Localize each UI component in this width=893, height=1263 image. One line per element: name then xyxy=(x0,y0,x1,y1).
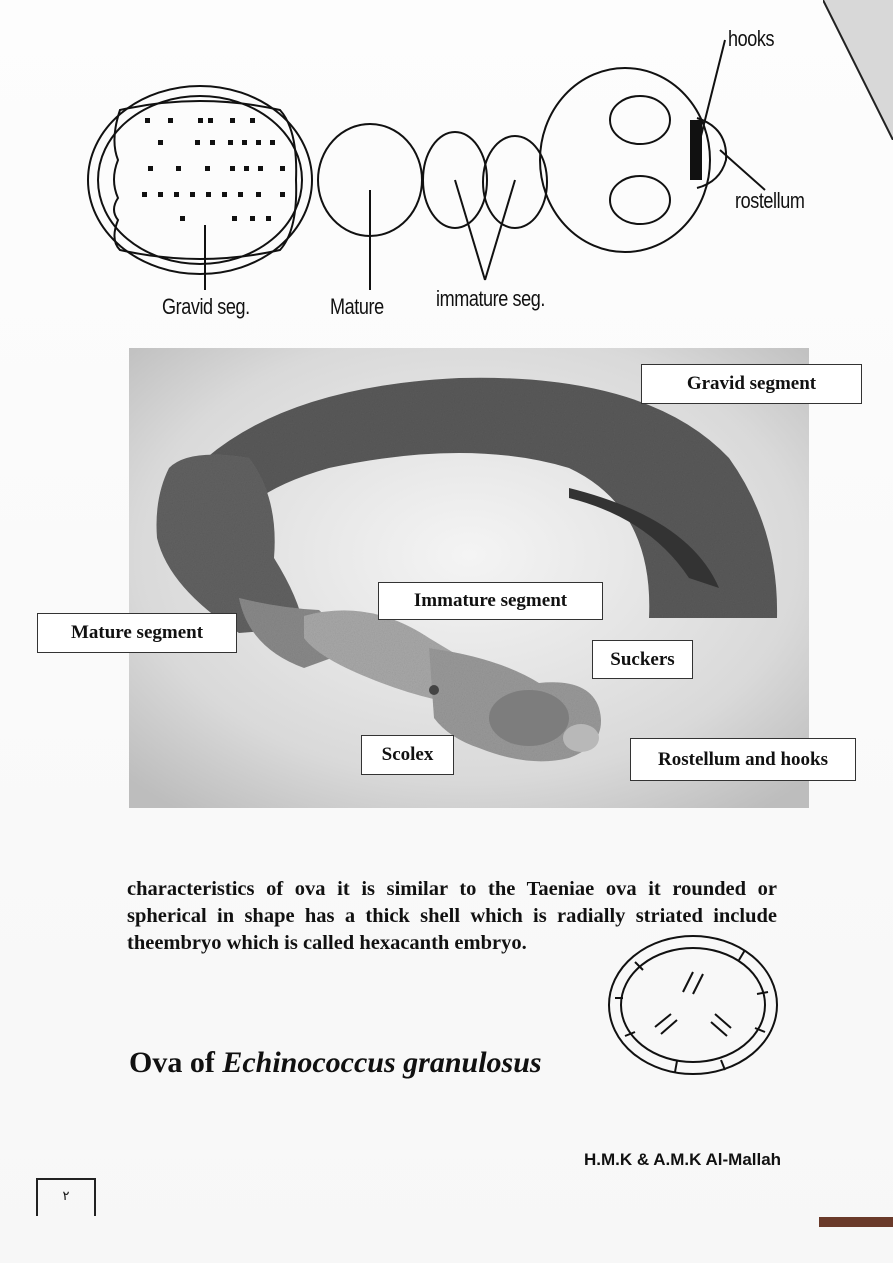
diagram-label-rostellum: rostellum xyxy=(735,188,805,213)
scan-corner-shadow xyxy=(823,0,893,140)
photo-label-gravid-segment: Gravid segment xyxy=(641,364,862,404)
heading-prefix: Ova of xyxy=(129,1046,223,1079)
page-number: ٢ xyxy=(36,1178,96,1216)
diagram-label-mature: Mature xyxy=(330,294,384,319)
ova-description: characteristics of ova it is similar to the Taeniae ova it rounded or spherical in shape has a thick shell which is radially striated include theembryo which is called hexacanth embryo. xyxy=(127,878,777,954)
ova-drawing xyxy=(605,932,781,1078)
photo-label-rostellum-hooks: Rostellum and hooks xyxy=(630,738,856,781)
authors-footer: H.M.K & A.M.K Al-Mallah xyxy=(584,1150,782,1169)
diagram-label-hooks: hooks xyxy=(728,26,775,51)
ova-heading xyxy=(129,1046,542,1080)
photo-label-mature-segment: Mature segment xyxy=(37,613,237,653)
diagram-label-gravid: Gravid seg. xyxy=(162,294,250,319)
heading-species: Echinococcus granulosus xyxy=(222,1046,542,1079)
photo-label-suckers: Suckers xyxy=(592,640,693,679)
scan-edge-mark xyxy=(819,1217,893,1227)
tapeworm-line-diagram xyxy=(80,20,820,340)
photo-label-immature-segment: Immature segment xyxy=(378,582,603,620)
ova-illustration xyxy=(605,932,781,1078)
diagram-label-immature: immature seg. xyxy=(436,286,545,311)
photo-label-scolex: Scolex xyxy=(361,735,454,775)
